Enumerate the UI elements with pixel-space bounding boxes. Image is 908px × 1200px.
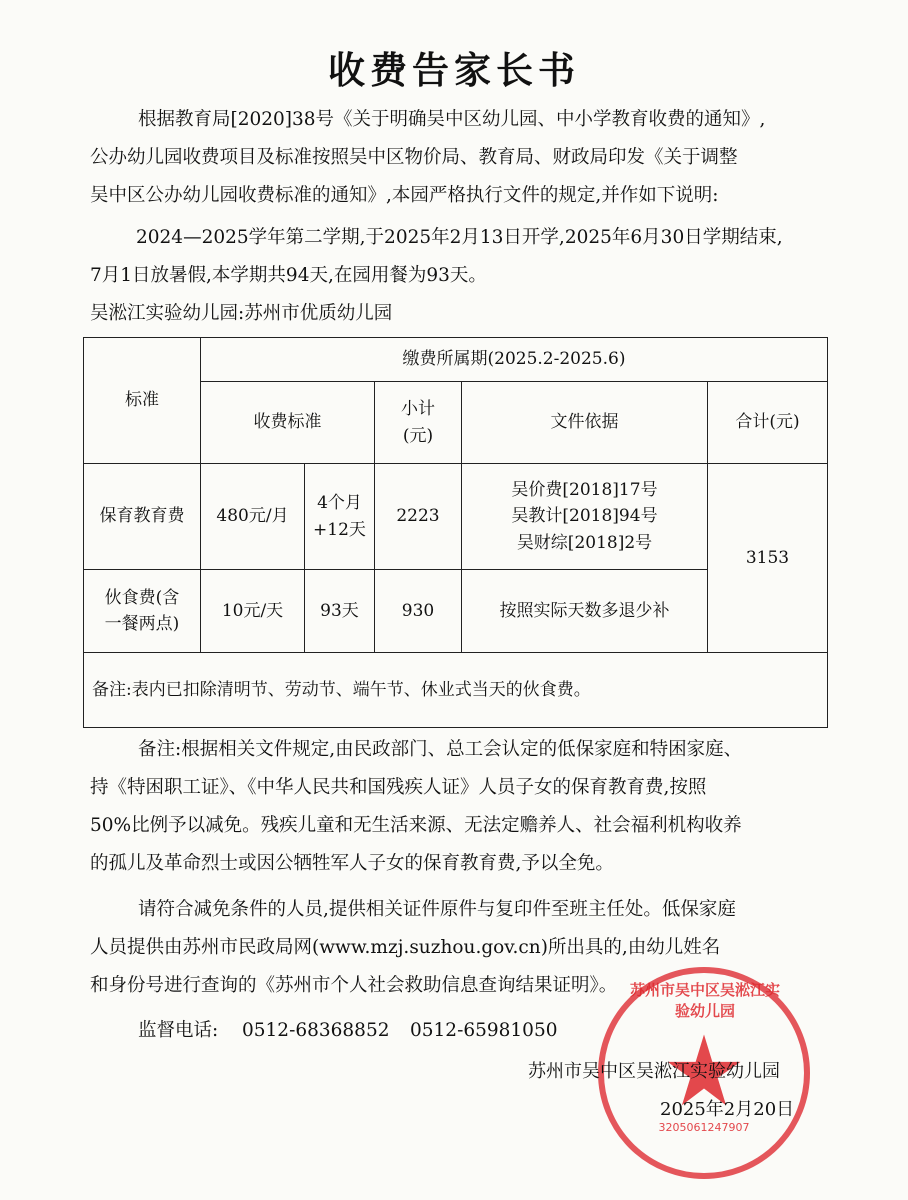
intro-line-1: 根据教育局[2020]38号《关于明确吴中区幼儿园、中小学教育收费的通知》,	[138, 109, 766, 130]
basis-header: 文件依据	[462, 382, 708, 464]
fee-table	[83, 337, 828, 728]
standard-label: 标准	[84, 338, 201, 464]
grand-total: 3153	[708, 464, 828, 653]
document-title: 收费告家长书	[328, 49, 580, 92]
note-line-3: 50%比例予以减免。残疾儿童和无生活来源、无法定赡养人、社会福利机构收养	[90, 815, 742, 836]
note-line-7: 和身份号进行查询的《苏州市个人社会救助信息查询结果证明》。	[90, 975, 618, 996]
note-line-4: 的孤儿及革命烈士或因公牺牲军人子女的保育教育费,予以全免。	[90, 853, 614, 874]
note-line-5: 请符合减免条件的人员,提供相关证件原件与复印件至班主任处。低保家庭	[138, 899, 736, 920]
school-rating: 吴淞江实验幼儿园:苏州市优质幼儿园	[90, 303, 393, 324]
note-line-1: 备注:根据相关文件规定,由民政部门、总工会认定的低保家庭和特困家庭、	[138, 739, 743, 760]
table-remark: 备注:表内已扣除清明节、劳动节、端午节、休业式当天的伙食费。	[84, 653, 828, 728]
intro-line-5: 7月1日放暑假,本学期共94天,在园用餐为93天。	[90, 265, 487, 286]
item-meal-fee: 伙食费(含 一餐两点)	[84, 570, 201, 653]
phone-number-1: 0512-68368852	[242, 1020, 390, 1041]
phone-number-2: 0512-65981050	[410, 1020, 558, 1041]
note-line-2: 持《特困职工证》、《中华人民共和国残疾人证》人员子女的保育教育费,按照	[90, 777, 707, 798]
rate-childcare: 480元/月	[201, 464, 305, 570]
subtotal-childcare: 2223	[375, 464, 462, 570]
table-row	[84, 464, 828, 570]
signature-date: 2025年2月20日	[660, 1099, 795, 1120]
rate-meal: 10元/天	[201, 570, 305, 653]
duration-childcare: 4个月 +12天	[305, 464, 375, 570]
fee-standard-header: 收费标准	[201, 382, 375, 464]
basis-childcare: 吴价费[2018]17号 吴教计[2018]94号 吴财综[2018]2号	[462, 464, 708, 570]
seal-code: 3205061247907	[658, 1121, 750, 1134]
payment-period: 缴费所属期(2025.2-2025.6)	[201, 338, 828, 382]
note-line-6: 人员提供由苏州市民政局网(www.mzj.suzhou.gov.cn)所出具的,由幼儿姓名	[90, 937, 721, 958]
intro-line-2: 公办幼儿园收费项目及标准按照吴中区物价局、教育局、财政局印发《关于调整	[90, 147, 738, 168]
seal-org-text: 苏州市吴中区吴淞江实验幼儿园	[630, 981, 781, 1020]
subtotal-header: 小计 (元)	[375, 382, 462, 464]
subtotal-meal: 930	[375, 570, 462, 653]
signature-org: 苏州市吴中区吴淞江实验幼儿园	[528, 1061, 780, 1082]
duration-meal: 93天	[305, 570, 375, 653]
intro-line-4: 2024—2025学年第二学期,于2025年2月13日开学,2025年6月30日学期结束,	[136, 227, 783, 248]
intro-line-3: 吴中区公办幼儿园收费标准的通知》,本园严格执行文件的规定,并作如下说明:	[90, 185, 719, 206]
item-childcare-fee: 保育教育费	[84, 464, 201, 570]
basis-meal: 按照实际天数多退少补	[462, 570, 708, 653]
total-header: 合计(元)	[708, 382, 828, 464]
phone-label: 监督电话:	[138, 1020, 219, 1041]
